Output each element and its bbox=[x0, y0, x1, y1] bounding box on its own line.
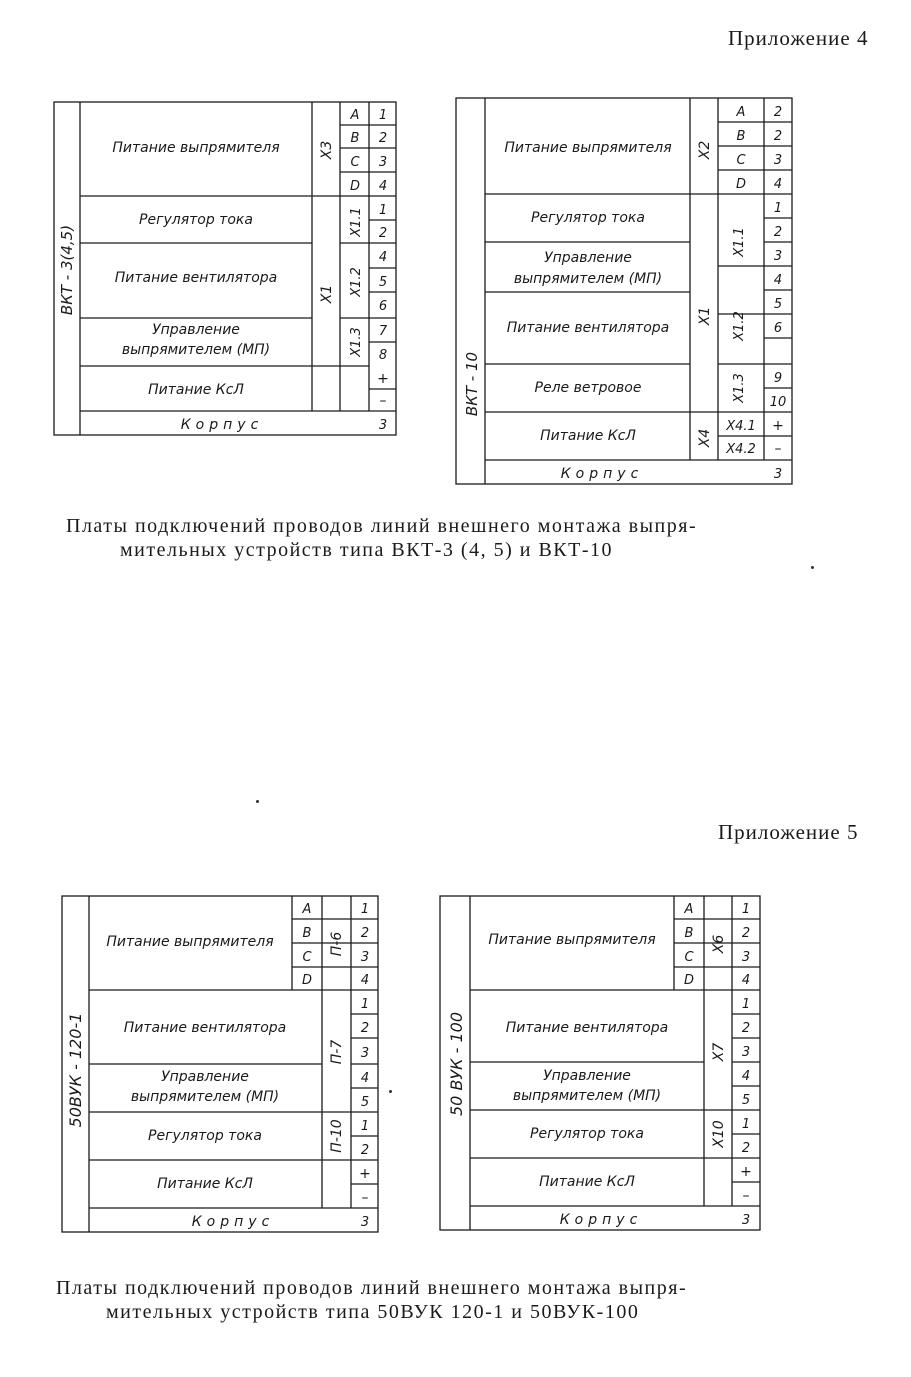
connector-label: X1 bbox=[319, 284, 335, 304]
terminal-number: 1 bbox=[773, 201, 783, 216]
row-label: Управление bbox=[152, 322, 240, 338]
terminal-number: 5 bbox=[741, 1093, 751, 1108]
terminal-number: 3 bbox=[741, 1045, 751, 1060]
terminal-number: 4 bbox=[773, 273, 783, 288]
phase-pin: B bbox=[350, 131, 360, 146]
appendix-5-heading: Приложение 5 bbox=[718, 820, 859, 844]
terminal-number: 2 bbox=[378, 131, 388, 146]
terminal-number: 1 bbox=[741, 902, 751, 917]
board-50vuk-100 bbox=[436, 892, 766, 1236]
row-label: Питание КсЛ bbox=[148, 382, 244, 398]
appendix-5-caption bbox=[56, 1276, 687, 1324]
row-label: выпрямителем (МП) bbox=[130, 1089, 280, 1105]
terminal-number: 5 bbox=[360, 1095, 370, 1110]
row-label: Управление bbox=[543, 1068, 631, 1084]
footer-terminal: 3 bbox=[741, 1213, 751, 1228]
terminal-number: 1 bbox=[360, 902, 370, 917]
footer-label: Корпус bbox=[559, 1212, 643, 1228]
connector-label: X1.1 bbox=[732, 227, 747, 257]
row-label: Регулятор тока bbox=[531, 210, 645, 226]
terminal-number: 2 bbox=[360, 926, 370, 941]
terminal-number: 2 bbox=[360, 1021, 370, 1036]
row-label: выпрямителем (МП) bbox=[513, 271, 663, 287]
terminal-number: 1 bbox=[360, 997, 370, 1012]
terminal-number: 5 bbox=[378, 275, 388, 290]
terminal-number: 4 bbox=[360, 1071, 370, 1086]
caption-line: Платы подключений проводов линий внешнего монтажа выпря- bbox=[66, 515, 698, 537]
terminal-number: 6 bbox=[773, 321, 783, 336]
terminal-number: 3 bbox=[773, 249, 783, 264]
row-label: Управление bbox=[544, 250, 632, 266]
appendix-4-heading: Приложение 4 bbox=[728, 26, 869, 50]
board-title: ВКТ - 3(4,5) bbox=[58, 224, 76, 316]
row-label: Питание вентилятора bbox=[505, 1020, 669, 1036]
terminal-number: 3 bbox=[360, 950, 370, 965]
row-label: Питание вентилятора bbox=[114, 270, 278, 286]
terminal-number: 4 bbox=[378, 250, 388, 265]
phase-pin: C bbox=[302, 950, 312, 965]
terminal-number: 3 bbox=[741, 950, 751, 965]
terminal-number: 4 bbox=[741, 1069, 751, 1084]
terminal-number: 1 bbox=[378, 108, 388, 123]
row-label: Питание вентилятора bbox=[123, 1020, 287, 1036]
terminal-number: + bbox=[359, 1166, 371, 1182]
terminal-number: 4 bbox=[741, 973, 751, 988]
row-label: Питание КсЛ bbox=[539, 1174, 635, 1190]
caption-line: Платы подключений проводов линий внешнего монтажа выпря- bbox=[56, 1277, 688, 1299]
connector-label: X3 bbox=[319, 140, 335, 160]
terminal-number: 8 bbox=[378, 348, 388, 363]
terminal-number: 2 bbox=[360, 1143, 370, 1158]
phase-pin: C bbox=[350, 155, 360, 170]
caption-line: мительных устройств типа ВКТ-3 (4, 5) и ВКТ-10 bbox=[120, 539, 614, 561]
terminal-number: – bbox=[379, 393, 387, 409]
terminal-number: 2 bbox=[741, 1021, 751, 1036]
terminal-number: 1 bbox=[360, 1119, 370, 1134]
terminal-number: – bbox=[742, 1188, 750, 1204]
connector-label: X4 bbox=[697, 428, 713, 448]
terminal-number: 4 bbox=[773, 177, 783, 192]
terminal-number: 2 bbox=[741, 1141, 751, 1156]
terminal-number: 5 bbox=[773, 297, 783, 312]
row-label: Регулятор тока bbox=[139, 212, 253, 228]
row-label: выпрямителем (МП) bbox=[512, 1088, 662, 1104]
phase-pin: B bbox=[302, 926, 312, 941]
footer-terminal: 3 bbox=[360, 1215, 370, 1230]
connector-label: X6 bbox=[711, 934, 727, 954]
terminal-number: 3 bbox=[378, 155, 388, 170]
caption-line: мительных устройств типа 50ВУК 120-1 и 50ВУК-100 bbox=[106, 1301, 640, 1323]
connector-label: X10 bbox=[711, 1120, 727, 1148]
row-label: выпрямителем (МП) bbox=[121, 342, 271, 358]
terminal-number: 3 bbox=[773, 153, 783, 168]
connector-label: X1.1 bbox=[349, 207, 364, 237]
connector-label: X1.3 bbox=[349, 327, 364, 357]
terminal-number: 6 bbox=[378, 299, 388, 314]
terminal-number: 4 bbox=[360, 973, 370, 988]
phase-pin: D bbox=[735, 177, 747, 192]
print-speck bbox=[811, 566, 814, 569]
phase-pin: A bbox=[684, 902, 694, 917]
phase-pin: A bbox=[302, 902, 312, 917]
row-label: Питание КсЛ bbox=[540, 428, 636, 444]
phase-pin: C bbox=[684, 950, 694, 965]
row-label: Питание выпрямителя bbox=[488, 932, 656, 948]
row-label: Питание КсЛ bbox=[157, 1176, 253, 1192]
print-speck bbox=[389, 1090, 392, 1093]
connector-label: X1.2 bbox=[732, 311, 747, 341]
terminal-number: 1 bbox=[741, 997, 751, 1012]
connector-label: П-6 bbox=[329, 931, 345, 957]
terminal-number: 9 bbox=[773, 371, 783, 386]
phase-pin: A bbox=[736, 105, 746, 120]
terminal-number: 4 bbox=[378, 179, 388, 194]
footer-terminal: 3 bbox=[773, 467, 783, 482]
row-label: Реле ветровое bbox=[534, 380, 642, 396]
appendix-4-caption bbox=[66, 514, 697, 562]
phase-pin: B bbox=[736, 129, 746, 144]
footer-label: Корпус bbox=[560, 466, 644, 482]
terminal-number: 2 bbox=[773, 129, 783, 144]
phase-pin: A bbox=[350, 108, 360, 123]
connector-label: X4.1 bbox=[726, 419, 756, 434]
terminal-number: 10 bbox=[769, 395, 787, 410]
terminal-number: 2 bbox=[378, 226, 388, 241]
terminal-number: 2 bbox=[741, 926, 751, 941]
footer-terminal: 3 bbox=[378, 418, 388, 433]
connector-label: П-10 bbox=[329, 1119, 345, 1153]
terminal-number: + bbox=[377, 371, 389, 387]
terminal-number: 3 bbox=[360, 1046, 370, 1061]
terminal-number: 2 bbox=[773, 225, 783, 240]
row-label: Регулятор тока bbox=[530, 1126, 644, 1142]
board-50vuk-120-1 bbox=[58, 892, 384, 1236]
connector-label: X7 bbox=[711, 1042, 727, 1062]
phase-pin: C bbox=[736, 153, 746, 168]
footer-label: Корпус bbox=[191, 1214, 275, 1230]
phase-pin: D bbox=[301, 973, 313, 988]
phase-pin: D bbox=[683, 973, 695, 988]
connector-label: П-7 bbox=[329, 1039, 345, 1065]
board-title: 50ВУК - 120-1 bbox=[66, 1012, 85, 1128]
footer-label: Корпус bbox=[180, 417, 264, 433]
row-label: Питание выпрямителя bbox=[106, 934, 274, 950]
row-label: Питание вентилятора bbox=[506, 320, 670, 336]
terminal-number: + bbox=[772, 418, 784, 434]
phase-pin: B bbox=[684, 926, 694, 941]
terminal-number: 1 bbox=[378, 203, 388, 218]
connector-label: X1 bbox=[697, 306, 713, 326]
board-vkt-3 bbox=[50, 98, 402, 440]
connector-label: X1.2 bbox=[349, 267, 364, 297]
row-label: Управление bbox=[161, 1069, 249, 1085]
board-vkt-10 bbox=[452, 94, 798, 488]
terminal-number: 2 bbox=[773, 105, 783, 120]
terminal-number: – bbox=[774, 441, 782, 457]
phase-pin: D bbox=[349, 179, 361, 194]
terminal-number: + bbox=[740, 1164, 752, 1180]
terminal-number: – bbox=[361, 1190, 369, 1206]
connector-label: X4.2 bbox=[726, 442, 756, 457]
print-speck bbox=[256, 800, 259, 803]
terminal-number: 7 bbox=[378, 324, 388, 339]
connector-label: X2 bbox=[697, 140, 713, 160]
board-title: 50 ВУК - 100 bbox=[447, 1011, 466, 1117]
terminal-number: 1 bbox=[741, 1117, 751, 1132]
row-label: Питание выпрямителя bbox=[112, 140, 280, 156]
row-label: Регулятор тока bbox=[148, 1128, 262, 1144]
board-title: ВКТ - 10 bbox=[463, 351, 481, 417]
row-label: Питание выпрямителя bbox=[504, 140, 672, 156]
connector-label: X1.3 bbox=[732, 373, 747, 403]
